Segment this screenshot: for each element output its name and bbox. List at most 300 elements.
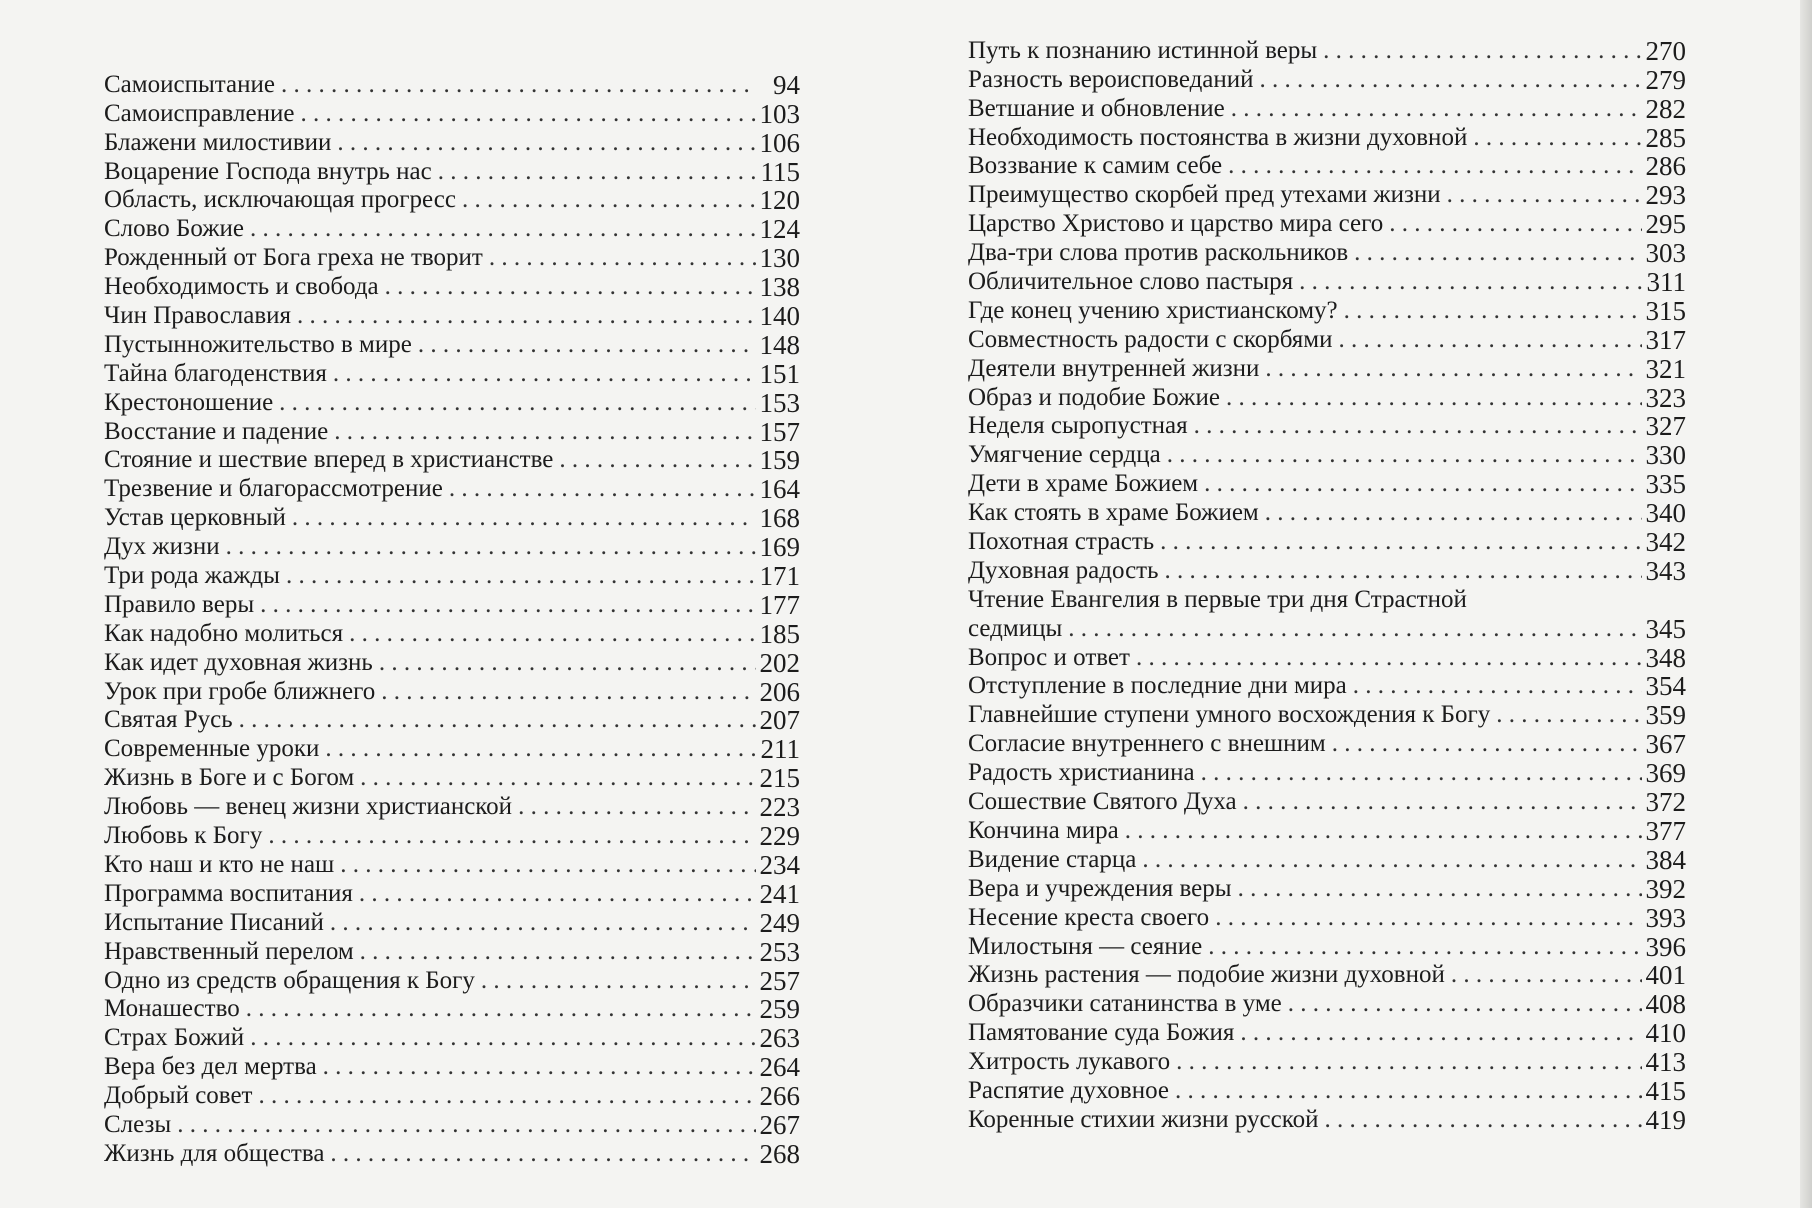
toc-entry: [968, 903, 1686, 932]
toc-entry-page: 206: [759, 676, 800, 707]
toc-entry-title: Жизнь для общества: [104, 1139, 325, 1167]
toc-entry: [104, 301, 800, 330]
toc-entry: [104, 214, 800, 243]
toc-entry-title: Сошествие Святого Духа: [968, 788, 1237, 816]
toc-entry-title: Вопрос и ответ: [968, 643, 1130, 671]
toc-entry-page: 159: [759, 445, 800, 476]
toc-entry: [968, 440, 1686, 469]
toc-entry-title: Испытание Писаний: [104, 908, 324, 936]
toc-entry-page: 268: [759, 1138, 800, 1169]
toc-entry-title: Разность вероисповеданий: [968, 65, 1254, 93]
dot-leader: [254, 591, 756, 619]
dot-leader: [286, 504, 756, 532]
toc-entry-page: 384: [1645, 844, 1686, 875]
toc-entry-title: Монашество: [104, 995, 240, 1023]
toc-entry-title: Пустынножительство в мире: [104, 330, 412, 358]
dot-leader: [324, 909, 756, 937]
toc-entry: [104, 388, 800, 417]
dot-leader: [1326, 730, 1642, 758]
dot-leader: [443, 475, 756, 503]
toc-entry-title: Необходимость постоянства в жизни духовной: [968, 123, 1468, 151]
toc-entry-page: 293: [1645, 180, 1686, 211]
toc-entry-page: 303: [1645, 238, 1686, 269]
toc-entry-page: 270: [1645, 35, 1686, 66]
toc-entry-page: 177: [759, 589, 800, 620]
dot-leader: [1169, 1077, 1642, 1105]
dot-leader: [1347, 672, 1642, 700]
toc-entry-title: Нравственный перелом: [104, 937, 354, 965]
toc-entry-title: Видение старца: [968, 845, 1137, 873]
toc-entry: [968, 729, 1686, 758]
toc-entry-title: Трезвение и благорассмотрение: [104, 475, 443, 503]
toc-entry-title: Вера и учреждения веры: [968, 874, 1232, 902]
toc-entry-page: 138: [759, 272, 800, 303]
toc-entry: [104, 417, 800, 446]
toc-entry: [104, 272, 800, 301]
toc-entry-page: 259: [759, 994, 800, 1025]
toc-entry-page: 330: [1645, 440, 1686, 471]
toc-entry-title: Как надобно молиться: [104, 619, 344, 647]
toc-entry: [968, 267, 1686, 296]
toc-entry-title: Вера без дел мертва: [104, 1053, 317, 1081]
dot-leader: [1282, 990, 1642, 1018]
toc-entry: [968, 325, 1686, 354]
toc-entry-page: 348: [1645, 642, 1686, 673]
dot-leader: [353, 880, 756, 908]
toc-entry: [104, 677, 800, 706]
toc-entry: [104, 792, 800, 821]
dot-leader: [1490, 701, 1642, 729]
toc-entry: [104, 850, 800, 879]
dot-leader: [1154, 528, 1642, 556]
toc-entry-page: 343: [1645, 555, 1686, 586]
toc-entry-page: 342: [1645, 527, 1686, 558]
toc-entry-page: 282: [1645, 93, 1686, 124]
toc-entry-page: 106: [759, 127, 800, 158]
dot-leader: [1195, 759, 1642, 787]
toc-entry-title: Одно из средств обращения к Богу: [104, 966, 475, 994]
toc-entry-page: 171: [759, 561, 800, 592]
toc-entry-page: 263: [759, 1023, 800, 1054]
toc-entry-page: 169: [759, 532, 800, 563]
dot-leader: [331, 129, 756, 157]
toc-entry-title: Правило веры: [104, 590, 255, 618]
toc-entry-title: Три рода жажды: [104, 562, 280, 590]
toc-entry-page: 130: [759, 243, 800, 274]
toc-entry: [104, 1052, 800, 1081]
toc-entry: [968, 556, 1686, 585]
toc-entry: [104, 157, 800, 186]
toc-entry: [968, 36, 1686, 65]
toc-entry: [104, 359, 800, 388]
toc-entry: [104, 966, 800, 995]
toc-entry-page: 286: [1645, 151, 1686, 182]
toc-entry: [968, 614, 1686, 643]
toc-entry-title: Духовная радость: [968, 556, 1159, 584]
dot-leader: [1445, 961, 1642, 989]
toc-entry-title: Совместность радости с скорбями: [968, 325, 1333, 353]
toc-entry: [104, 1110, 800, 1139]
dot-leader: [1254, 66, 1642, 94]
toc-entry: [104, 590, 800, 619]
toc-entry-title: Слезы: [104, 1110, 172, 1138]
toc-entry-title: Главнейшие ступени умного восхождения к Богу: [968, 701, 1491, 729]
toc-entry-page: 120: [759, 185, 800, 216]
toc-entry-page: 419: [1645, 1104, 1686, 1135]
toc-entry: [968, 65, 1686, 94]
toc-entry: [104, 70, 800, 99]
toc-entry-title: Кто наш и кто не наш: [104, 850, 335, 878]
dot-leader: [1119, 817, 1642, 845]
toc-entry-title: Блажени милостивии: [104, 128, 332, 156]
toc-entry-page: 148: [759, 329, 800, 360]
dot-leader: [1234, 1019, 1642, 1047]
toc-entry: [968, 758, 1686, 787]
toc-entry-title: Где конец учению христианскому?: [968, 296, 1338, 324]
toc-entry-title: Согласие внутреннего с внешним: [968, 730, 1326, 758]
toc-entry: [968, 1018, 1686, 1047]
toc-entry-title: Дух жизни: [104, 533, 220, 561]
toc-entry-line: [968, 585, 1686, 614]
toc-entry-title: Чтение Евангелия в первые три дня Страстной: [968, 585, 1467, 613]
toc-entry-page: 153: [759, 387, 800, 418]
dot-leader: [1202, 933, 1642, 961]
toc-entry: [104, 706, 800, 735]
toc-entry: [104, 619, 800, 648]
toc-entry: [104, 734, 800, 763]
dot-leader: [1467, 124, 1642, 152]
dot-leader: [553, 446, 756, 474]
dot-leader: [1317, 37, 1642, 65]
dot-leader: [1237, 788, 1642, 816]
dot-leader: [1161, 441, 1642, 469]
dot-leader: [1159, 557, 1643, 585]
toc-entry-page: 415: [1645, 1075, 1686, 1106]
toc-entry: [968, 209, 1686, 238]
toc-entry-title: Жизнь в Боге и с Богом: [104, 764, 355, 792]
toc-entry-page: 267: [759, 1109, 800, 1140]
toc-entry-title: седмицы: [968, 614, 1063, 642]
toc-entry-page: 115: [760, 156, 800, 187]
dot-leader: [328, 418, 756, 446]
dot-leader: [317, 1053, 756, 1081]
toc-entry-page: 207: [759, 705, 800, 736]
dot-leader: [1220, 384, 1642, 412]
toc-entry-page: 408: [1645, 989, 1686, 1020]
toc-entry-page: 410: [1645, 1018, 1686, 1049]
dot-leader: [1130, 644, 1642, 672]
toc-entry-title: Самоиспытание: [104, 70, 275, 98]
dot-leader: [294, 100, 756, 128]
toc-entry: [968, 845, 1686, 874]
dot-leader: [273, 389, 756, 417]
toc-entry-page: 317: [1645, 324, 1686, 355]
toc-entry-title: Несение креста своего: [968, 903, 1210, 931]
dot-leader: [375, 678, 756, 706]
toc-entry: [104, 186, 800, 215]
toc-entry-page: 321: [1645, 353, 1686, 384]
dot-leader: [1259, 355, 1642, 383]
dot-leader: [1232, 875, 1642, 903]
toc-entry-page: 151: [759, 358, 800, 389]
dot-leader: [171, 1111, 756, 1139]
toc-entry-title: Страх Божий: [104, 1024, 245, 1052]
dot-leader: [1333, 326, 1643, 354]
toc-entry: [968, 932, 1686, 961]
toc-entry-page: 323: [1645, 382, 1686, 413]
dot-leader: [233, 706, 756, 734]
toc-entry-title: Радость христианина: [968, 759, 1195, 787]
toc-entry-page: 168: [759, 503, 800, 534]
toc-entry-title: Область, исключающая прогресс: [104, 186, 456, 214]
toc-entry-title: Восстание и падение: [104, 417, 329, 445]
dot-leader: [1319, 1106, 1643, 1134]
toc-entry-page: 94: [773, 69, 800, 100]
toc-entry-page: 372: [1645, 787, 1686, 818]
toc-entry-title: Коренные стихии жизни русской: [968, 1105, 1319, 1133]
dot-leader: [475, 967, 756, 995]
toc-entry: [968, 498, 1686, 527]
toc-entry-page: 264: [759, 1052, 800, 1083]
toc-entry-title: Ветшание и обновление: [968, 94, 1225, 122]
toc-entry-title: Слово Божие: [104, 215, 245, 243]
toc-entry-title: Любовь — венец жизни христианской: [104, 793, 513, 821]
toc-entry-page: 241: [759, 878, 800, 909]
dot-leader: [252, 1082, 756, 1110]
toc-entry-title: Милостыня — сеяние: [968, 932, 1203, 960]
toc-entry: [968, 787, 1686, 816]
toc-entry: [104, 99, 800, 128]
toc-entry: [968, 412, 1686, 441]
toc-entry: [968, 123, 1686, 152]
toc-entry: [968, 643, 1686, 672]
toc-entry: [968, 874, 1686, 903]
toc-entry-title: Отступление в последние дни мира: [968, 672, 1347, 700]
toc-entry-title: Царство Христово и царство мира сего: [968, 210, 1384, 238]
toc-entry-title: Жизнь растения — подобие жизни духовной: [968, 961, 1445, 989]
toc-entry: [104, 1023, 800, 1052]
dot-leader: [291, 302, 756, 330]
toc-entry: [104, 908, 800, 937]
dot-leader: [1348, 239, 1642, 267]
toc-entry: [104, 474, 800, 503]
toc-entry: [104, 879, 800, 908]
toc-entry-page: 413: [1645, 1047, 1686, 1078]
toc-entry-title: Устав церковный: [104, 504, 286, 532]
toc-entry-title: Кончина мира: [968, 816, 1119, 844]
dot-leader: [1198, 470, 1642, 498]
toc-entry-title: Образчики сатанинства в уме: [968, 990, 1282, 1018]
dot-leader: [512, 793, 756, 821]
toc-entry: [968, 700, 1686, 729]
toc-entry-title: Распятие духовное: [968, 1076, 1169, 1104]
toc-entry-title: Как стоять в храме Божием: [968, 499, 1259, 527]
toc-entry-title: Крестоношение: [104, 388, 274, 416]
toc-entry-page: 345: [1645, 613, 1686, 644]
toc-entry-title: Добрый совет: [104, 1082, 253, 1110]
toc-entry-title: Похотная страсть: [968, 528, 1155, 556]
toc-entry-title: Воззвание к самим себе: [968, 152, 1223, 180]
dot-leader: [483, 244, 756, 272]
dot-leader: [244, 1024, 756, 1052]
dot-leader: [275, 71, 756, 99]
toc-entry-page: 229: [759, 821, 800, 852]
toc-entry-title: Памятование суда Божия: [968, 1019, 1235, 1047]
dot-leader: [1222, 152, 1642, 180]
toc-entry: [968, 672, 1686, 701]
toc-entry-page: 340: [1645, 498, 1686, 529]
dot-leader: [220, 533, 756, 561]
toc-entry-title: Путь к познанию истинной веры: [968, 36, 1318, 64]
dot-leader: [412, 331, 756, 359]
toc-entry: [968, 989, 1686, 1018]
dot-leader: [354, 938, 756, 966]
toc-entry-title: Тайна благоденствия: [104, 359, 327, 387]
toc-entry-page: 211: [760, 734, 800, 765]
toc-entry-title: Преимущество скорбей пред утехами жизни: [968, 181, 1441, 209]
toc-entry-page: 369: [1645, 758, 1686, 789]
toc-entry: [104, 763, 800, 792]
toc-entry-page: 279: [1645, 64, 1686, 95]
toc-entry: [968, 816, 1686, 845]
dot-leader: [1383, 210, 1642, 238]
toc-entry-page: 249: [759, 907, 800, 938]
toc-entry-title: Святая Русь: [104, 706, 233, 734]
toc-entry: [968, 383, 1686, 412]
page-edge: [1800, 0, 1812, 1208]
dot-leader: [1136, 846, 1642, 874]
dot-leader: [373, 649, 756, 677]
toc-entry-page: 295: [1645, 209, 1686, 240]
toc-entry: [104, 446, 800, 475]
dot-leader: [432, 158, 756, 186]
toc-entry: [104, 1139, 800, 1168]
toc-left-column: [104, 70, 800, 1168]
toc-entry-title: Умягчение сердца: [968, 441, 1161, 469]
toc-entry: [104, 561, 800, 590]
dot-leader: [1259, 499, 1642, 527]
toc-entry-page: 215: [759, 763, 800, 794]
toc-entry: [968, 238, 1686, 267]
toc-entry: [968, 180, 1686, 209]
toc-entry-page: 327: [1645, 411, 1686, 442]
toc-entry-title: Рожденный от Бога греха не творит: [104, 244, 483, 272]
toc-entry: [968, 1076, 1686, 1105]
toc-entry: [968, 152, 1686, 181]
dot-leader: [1188, 412, 1642, 440]
dot-leader: [1441, 181, 1642, 209]
toc-entry-title: Обличительное слово пастыря: [968, 268, 1294, 296]
toc-entry-page: 253: [759, 936, 800, 967]
dot-leader: [379, 273, 756, 301]
toc-entry-title: Урок при гробе ближнего: [104, 677, 376, 705]
toc-entry-title: Программа воспитания: [104, 879, 353, 907]
toc-entry-page: 185: [759, 618, 800, 649]
dot-leader: [456, 186, 756, 214]
toc-entry: [104, 1081, 800, 1110]
toc-entry: [968, 94, 1686, 123]
toc-entry-page: 393: [1645, 902, 1686, 933]
toc-entry-title: Хитрость лукавого: [968, 1048, 1171, 1076]
toc-entry-page: 315: [1645, 295, 1686, 326]
dot-leader: [240, 995, 756, 1023]
dot-leader: [1293, 268, 1642, 296]
toc-entry-page: 157: [759, 416, 800, 447]
toc-entry-title: Воцарение Господа внутрь нас: [104, 157, 432, 185]
toc-entry-title: Современные уроки: [104, 735, 320, 763]
toc-entry-page: 266: [759, 1081, 800, 1112]
toc-entry-page: 124: [759, 214, 800, 245]
toc-entry-title: Как идет духовная жизнь: [104, 648, 373, 676]
toc-entry-title: Необходимость и свобода: [104, 273, 379, 301]
dot-leader: [280, 562, 756, 590]
toc-entry-title: Неделя сыропустная: [968, 412, 1188, 440]
toc-entry: [968, 296, 1686, 325]
toc-entry-page: 354: [1645, 671, 1686, 702]
toc-entry-page: 285: [1645, 122, 1686, 153]
toc-right-column: [968, 36, 1686, 1134]
toc-entry: [104, 995, 800, 1024]
dot-leader: [334, 851, 756, 879]
dot-leader: [354, 764, 756, 792]
toc-entry-page: 359: [1645, 700, 1686, 731]
toc-entry: [968, 961, 1686, 990]
dot-leader: [319, 735, 756, 763]
toc-entry-title: Деятели внутренней жизни: [968, 354, 1260, 382]
toc-entry: [104, 937, 800, 966]
toc-entry-page: 202: [759, 647, 800, 678]
toc-entry-page: 234: [759, 849, 800, 880]
toc-entry-page: 392: [1645, 873, 1686, 904]
dot-leader: [343, 620, 756, 648]
toc-entry: [104, 532, 800, 561]
toc-entry-page: 401: [1645, 960, 1686, 991]
toc-entry: [104, 821, 800, 850]
dot-leader: [262, 822, 756, 850]
toc-entry: [104, 648, 800, 677]
toc-entry: [968, 527, 1686, 556]
toc-entry-page: 103: [759, 98, 800, 129]
toc-entry: [968, 1047, 1686, 1076]
toc-entry-title: Самоисправление: [104, 99, 295, 127]
toc-entry-title: Дети в храме Божием: [968, 470, 1199, 498]
toc-entry: [104, 330, 800, 359]
toc-entry-title: Стояние и шествие вперед в христианстве: [104, 446, 554, 474]
dot-leader: [1338, 297, 1642, 325]
toc-entry-title: Два-три слова против раскольников: [968, 239, 1349, 267]
dot-leader: [1209, 904, 1642, 932]
toc-entry-page: 164: [759, 474, 800, 505]
dot-leader: [327, 360, 756, 388]
toc-entry: [104, 243, 800, 272]
dot-leader: [324, 1140, 756, 1168]
toc-entry-page: 335: [1645, 469, 1686, 500]
toc-entry: [104, 503, 800, 532]
toc-entry-page: 377: [1645, 815, 1686, 846]
dot-leader: [1062, 615, 1642, 643]
toc-entry-page: 367: [1645, 729, 1686, 760]
toc-entry-title: Образ и подобие Божие: [968, 383, 1220, 411]
toc-entry-page: 396: [1645, 931, 1686, 962]
toc-entry-title: Любовь к Богу: [104, 822, 263, 850]
toc-entry: [104, 128, 800, 157]
toc-entry: [968, 354, 1686, 383]
toc-entry-page: 140: [759, 301, 800, 332]
toc-entry-page: 223: [759, 792, 800, 823]
toc-entry-page: 311: [1646, 267, 1686, 298]
dot-leader: [244, 215, 756, 243]
toc-entry-title: Чин Православия: [104, 302, 292, 330]
